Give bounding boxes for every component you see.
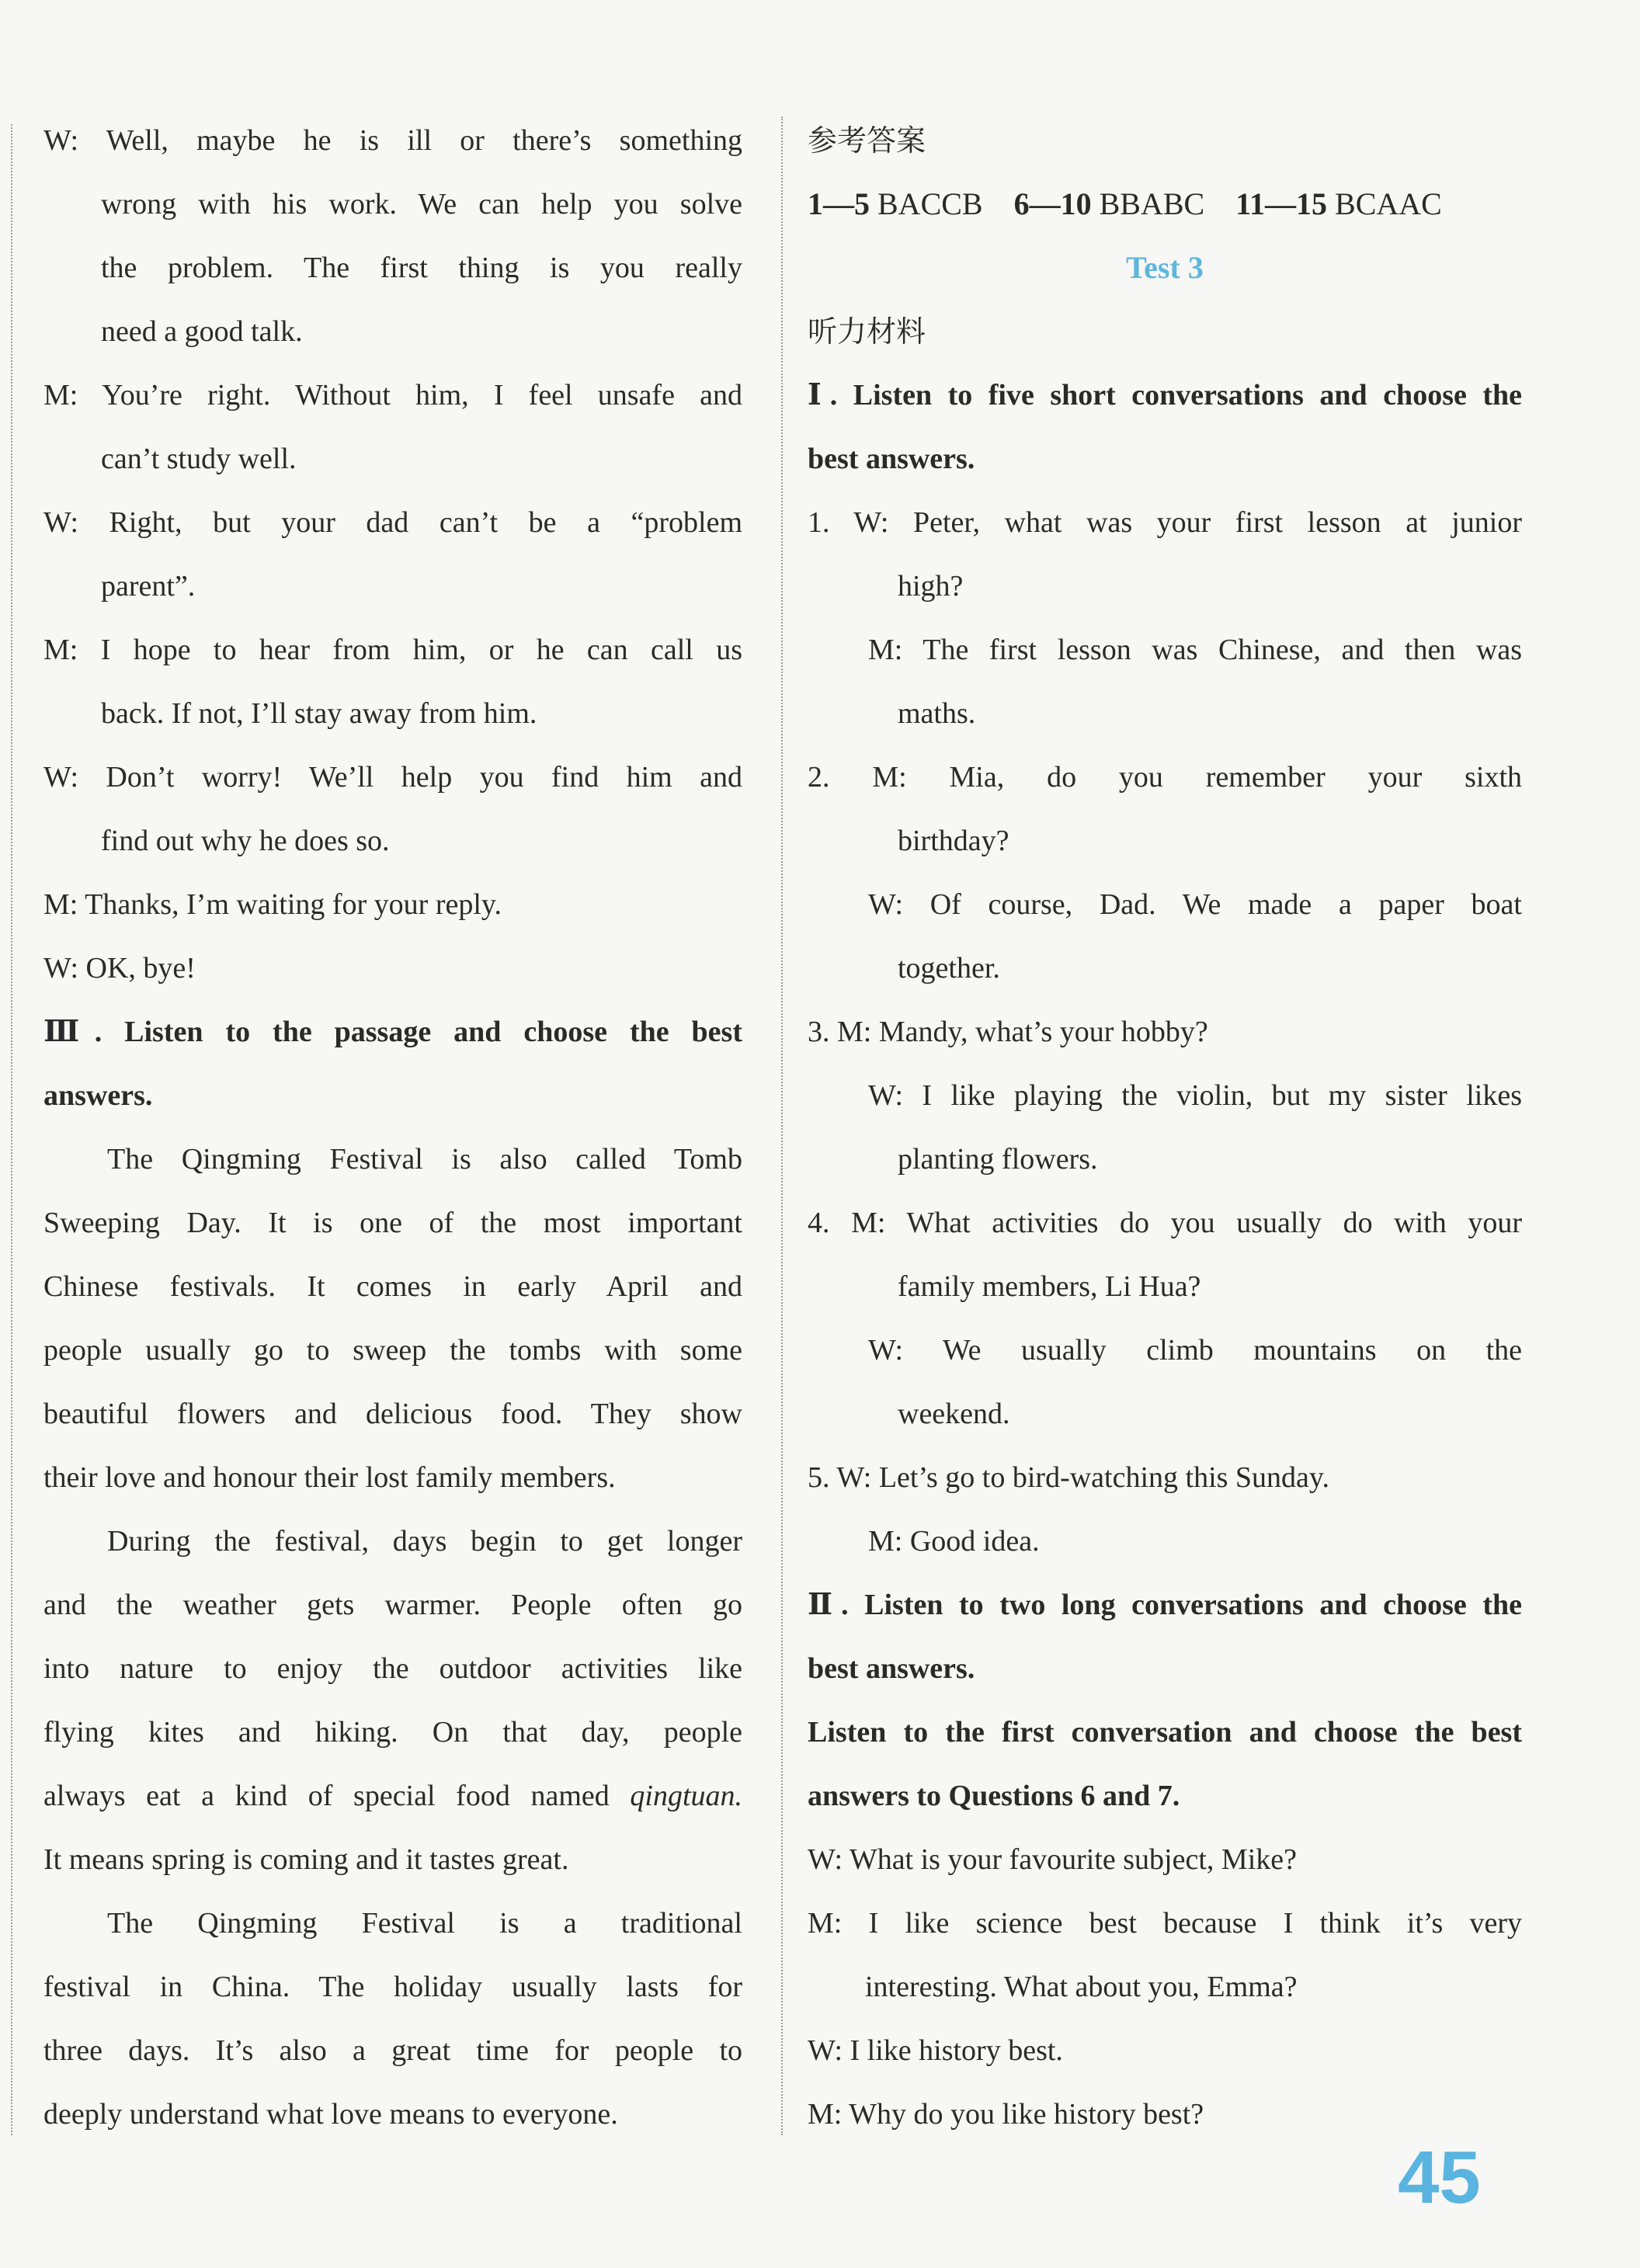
answer-range: 6—10 bbox=[1013, 186, 1092, 221]
text-line: interesting. What about you, Emma? bbox=[865, 1971, 1298, 2003]
text-line: deeply understand what love means to everyone. bbox=[43, 2098, 618, 2131]
text-line: together. bbox=[898, 952, 1000, 985]
answer-range: 11—15 bbox=[1235, 186, 1328, 221]
text-line: beautiful flowers and delicious food. They show bbox=[43, 1398, 742, 1430]
text-line: planting flowers. bbox=[898, 1143, 1098, 1176]
text-line: Chinese festivals. It comes in early April and bbox=[43, 1270, 742, 1303]
text-line: W: Don’t worry! We’ll help you find him and bbox=[43, 761, 742, 794]
text-line: high? bbox=[898, 570, 964, 603]
answer-key bbox=[808, 172, 1522, 236]
italic-term: qingtuan. bbox=[630, 1780, 743, 1812]
text-line: W: I like playing the violin, but my sister likes bbox=[868, 1079, 1522, 1112]
text-line bbox=[43, 1764, 742, 1828]
text-line: find out why he does so. bbox=[101, 825, 390, 857]
text-line: into nature to enjoy the outdoor activities like bbox=[43, 1652, 742, 1685]
section-instruction-line: answers. bbox=[43, 1079, 153, 1112]
text-line: M: The first lesson was Chinese, and then was bbox=[868, 634, 1522, 666]
text-line: family members, Li Hua? bbox=[898, 1270, 1201, 1303]
section-instruction-line: Ⅲ. Listen to the passage and choose the best bbox=[43, 1016, 742, 1048]
text-line: The Qingming Festival is a traditional bbox=[107, 1907, 742, 1940]
text-line: parent”. bbox=[101, 570, 196, 603]
text-line: W: OK, bye! bbox=[43, 952, 196, 985]
section-instruction-line: best answers. bbox=[808, 1652, 975, 1685]
section-instruction-line: Ⅱ. Listen to two long conversations and choose the bbox=[808, 1589, 1522, 1621]
answer-letters: BBABC bbox=[1099, 186, 1205, 221]
line-text: always eat a kind of special food named bbox=[43, 1780, 610, 1812]
text-line: need a good talk. bbox=[101, 315, 303, 348]
text-line: birthday? bbox=[898, 825, 1009, 857]
text-line: M: You’re right. Without him, I feel unsafe and bbox=[43, 379, 742, 412]
text-line: W: Well, maybe he is ill or there’s something bbox=[43, 124, 742, 157]
section-heading-cn: 听力材料 bbox=[808, 314, 926, 349]
section-instruction-line: best answers. bbox=[808, 443, 975, 475]
text-line: people usually go to sweep the tombs with some bbox=[43, 1334, 742, 1367]
text-line: M: I like science best because I think it’s very bbox=[808, 1907, 1522, 1940]
page-number: 45 bbox=[1398, 2136, 1481, 2219]
section-heading-cn: 参考答案 bbox=[808, 123, 926, 158]
text-line: and the weather gets warmer. People often go bbox=[43, 1589, 742, 1621]
text-line: W: What is your favourite subject, Mike? bbox=[808, 1843, 1297, 1876]
left-margin-rule bbox=[11, 124, 12, 2135]
text-line: W: I like history best. bbox=[808, 2034, 1063, 2067]
text-line: M: Thanks, I’m waiting for your reply. bbox=[43, 888, 502, 921]
text-line: back. If not, I’ll stay away from him. bbox=[101, 697, 537, 730]
text-line: The Qingming Festival is also called Tomb bbox=[107, 1143, 742, 1176]
left-column bbox=[43, 109, 742, 2146]
text-line: M: Good idea. bbox=[868, 1525, 1040, 1558]
text-line: It means spring is coming and it tastes great. bbox=[43, 1843, 569, 1876]
text-line: M: I hope to hear from him, or he can call us bbox=[43, 634, 742, 666]
text-line: M: Why do you like history best? bbox=[808, 2098, 1204, 2131]
text-line: 3. M: Mandy, what’s your hobby? bbox=[808, 1016, 1208, 1048]
text-line: wrong with his work. We can help you solve bbox=[101, 188, 742, 221]
text-line: their love and honour their lost family members. bbox=[43, 1461, 616, 1494]
column-divider bbox=[781, 116, 783, 2135]
text-line: 4. M: What activities do you usually do with your bbox=[808, 1207, 1522, 1239]
text-line: During the festival, days begin to get longer bbox=[107, 1525, 742, 1558]
answer-letters: BACCB bbox=[877, 186, 983, 221]
text-line: 5. W: Let’s go to bird-watching this Sunday. bbox=[808, 1461, 1329, 1494]
answer-range: 1—5 bbox=[808, 186, 870, 221]
text-line: can’t study well. bbox=[101, 443, 297, 475]
text-line: 1. W: Peter, what was your first lesson at junior bbox=[808, 506, 1522, 539]
right-column bbox=[808, 109, 1522, 2146]
text-line: W: Right, but your dad can’t be a “problem bbox=[43, 506, 742, 539]
text-line: W: We usually climb mountains on the bbox=[868, 1334, 1522, 1367]
text-line: Sweeping Day. It is one of the most important bbox=[43, 1207, 742, 1239]
test-title: Test 3 bbox=[1126, 250, 1204, 285]
text-line: three days. It’s also a great time for people to bbox=[43, 2034, 742, 2067]
section-instruction-line: Ⅰ. Listen to five short conversations and choose the bbox=[808, 379, 1522, 412]
text-line: the problem. The first thing is you really bbox=[101, 252, 742, 284]
text-line: festival in China. The holiday usually lasts for bbox=[43, 1971, 742, 2003]
section-instruction-line: Listen to the first conversation and choose the best bbox=[808, 1716, 1522, 1749]
section-instruction-line: answers to Questions 6 and 7. bbox=[808, 1780, 1180, 1812]
text-line: W: Of course, Dad. We made a paper boat bbox=[868, 888, 1522, 921]
text-line: weekend. bbox=[898, 1398, 1010, 1430]
text-line: maths. bbox=[898, 697, 976, 730]
text-line: flying kites and hiking. On that day, people bbox=[43, 1716, 742, 1749]
answer-letters: BCAAC bbox=[1335, 186, 1442, 221]
text-line: 2. M: Mia, do you remember your sixth bbox=[808, 761, 1522, 794]
